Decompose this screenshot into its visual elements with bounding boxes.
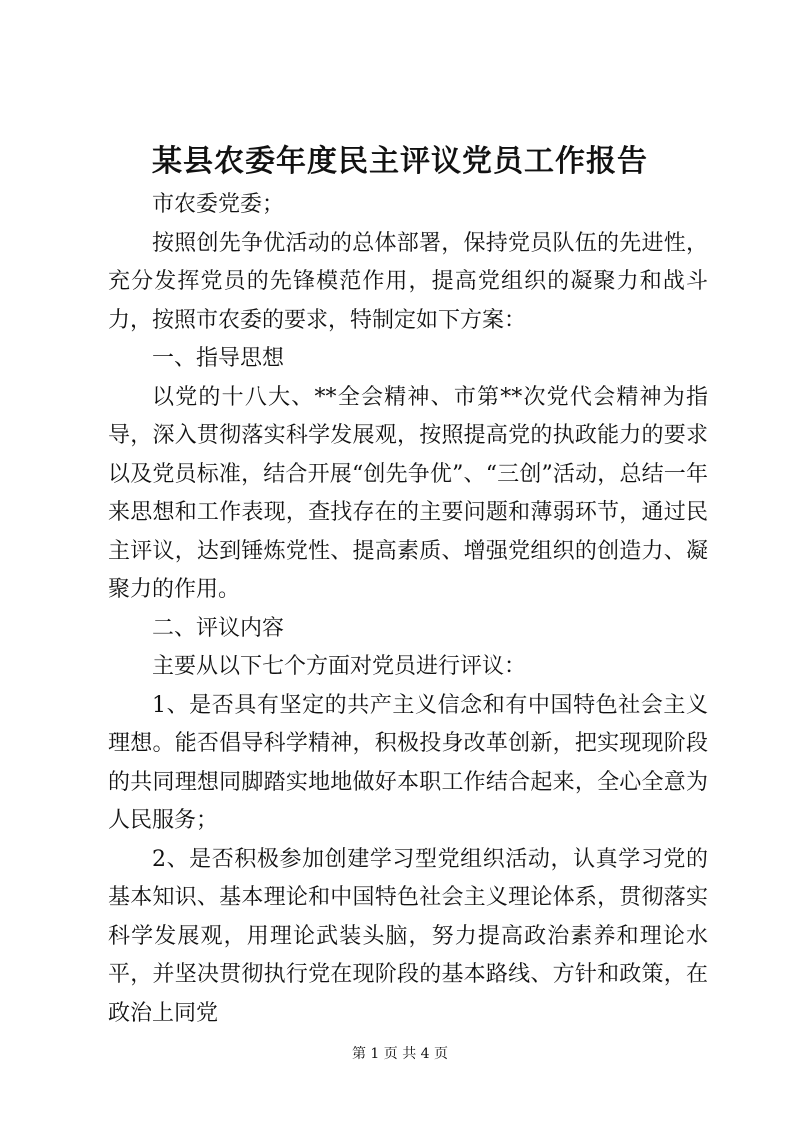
section-heading-evaluation-content: 二、评议内容 bbox=[152, 615, 285, 641]
intro-paragraph: 按照创先争优活动的总体部署，保持党员队伍的先进性，充分发挥党员的先锋模范作用，提高党组织的凝聚力和战斗力，按照市农委的要求，特制定如下方案： bbox=[108, 230, 708, 333]
document-title: 某县农委年度民主评议党员工作报告 bbox=[152, 144, 648, 179]
document-body bbox=[108, 186, 708, 1033]
salutation-paragraph: 市农委党委； bbox=[152, 192, 285, 217]
evaluation-item-1: 1、是否具有坚定的共产主义信念和有中国特色社会主义理想。能否倡导科学精神，积极投身改革创新，把实现现阶段的共同理想同脚踏实地地做好本职工作结合起来，全心全意为人民服务； bbox=[108, 692, 708, 833]
page-footer: 第 1 页 共 4 页 bbox=[351, 1046, 449, 1062]
evaluation-item-2: 2、是否积极参加创建学习型党组织活动，认真学习党的基本知识、基本理论和中国特色社会主义理论体系，贯彻落实科学发展观，用理论武装头脑，努力提高政治素养和理论水平，并坚决贯彻执行党在现阶段的基本路线、方针和政策，在政治上同党 bbox=[108, 846, 708, 1026]
guiding-thought-paragraph: 以党的十八大、**全会精神、市第**次党代会精神为指导，深入贯彻落实科学发展观，按照提高党的执政能力的要求以及党员标准，结合开展“创先争优”、“三创”活动，总结一年来思想和工作表现，查找存在的主要问题和薄弱环节，通过民主评议，达到锤炼党性、提高素质、增强党组织的创造力、凝聚力的作用。 bbox=[108, 384, 708, 602]
evaluation-intro-paragraph: 主要从以下七个方面对党员进行评议： bbox=[152, 654, 527, 679]
section-heading-guiding-thought: 一、指导思想 bbox=[152, 346, 285, 371]
